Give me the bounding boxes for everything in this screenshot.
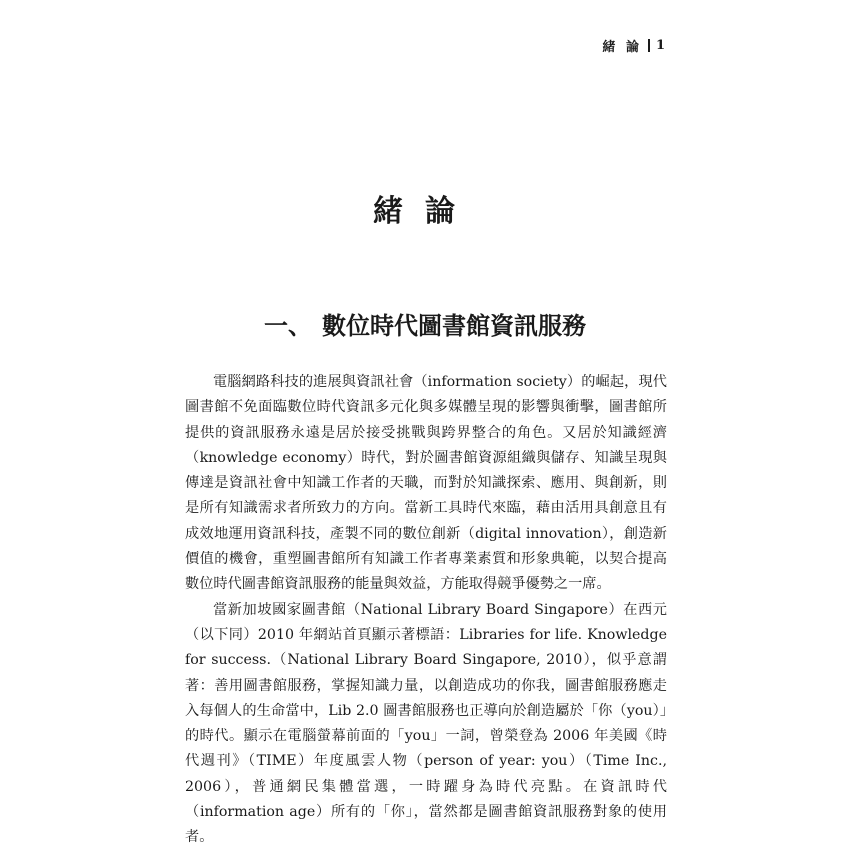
body-text <box>185 370 667 851</box>
chapter-title: 緒論 <box>373 194 477 229</box>
section-title: 數位時代圖書館資訊服務 <box>322 312 586 340</box>
running-head <box>602 36 668 55</box>
paragraph: 電腦網路科技的進展與資訊社會（information society）的崛起，現代圖書館不免面臨數位時代資訊多元化與多媒體呈現的影響與衝擊，圖書館所提供的資訊服務永遠是居於接受挑戰與跨界整合的角色。又居於知識經濟（knowledge economy）時代，對於圖書館資源組織與儲存、知識呈現與傳達是資訊社會中知識工作者的天職，而對於知識探索、應用、與創新，則是所有知識需求者所致力的方向。當新工具時代來臨，藉由活用具創意且有成效地運用資訊科技，產製不同的數位創新（digital innovation），創造新價值的機會，重塑圖書館所有知識工作者專業素質和形象典範，以契合提高數位時代圖書館資訊服務的能量與效益，方能取得競爭優勢之一席。 <box>185 374 667 593</box>
running-head-divider <box>648 39 650 52</box>
section-number: 一、 <box>264 312 312 340</box>
paragraph: 當新加坡國家圖書館（National Library Board Singapore）在西元（以下同）2010 年網站首頁顯示著標語：Libraries for life. Knowledge for success.（National Library Board Singapore, 2010），似乎意謂著：善用圖書館服務，掌握知識力量，以創造成功的你我，圖書館服務應走入每個人的生命當中，Lib 2.0 圖書館服務也正導向於創造屬於「你（you）」的時代。顯示在電腦螢幕前面的「you」一詞，曾榮登為 2006 年美國《時代週刊》（TIME）年度風雲人物（person of year: you）（Time Inc., 2006），普通網民集體當選，一時躍身為時代亮點。在資訊時代（information age）所有的「你」，當然都是圖書館資訊服務對象的使用者。 <box>185 601 667 846</box>
page-number: 1 <box>655 38 668 53</box>
section-heading <box>0 306 850 341</box>
running-title: 緒 論 <box>602 40 642 55</box>
